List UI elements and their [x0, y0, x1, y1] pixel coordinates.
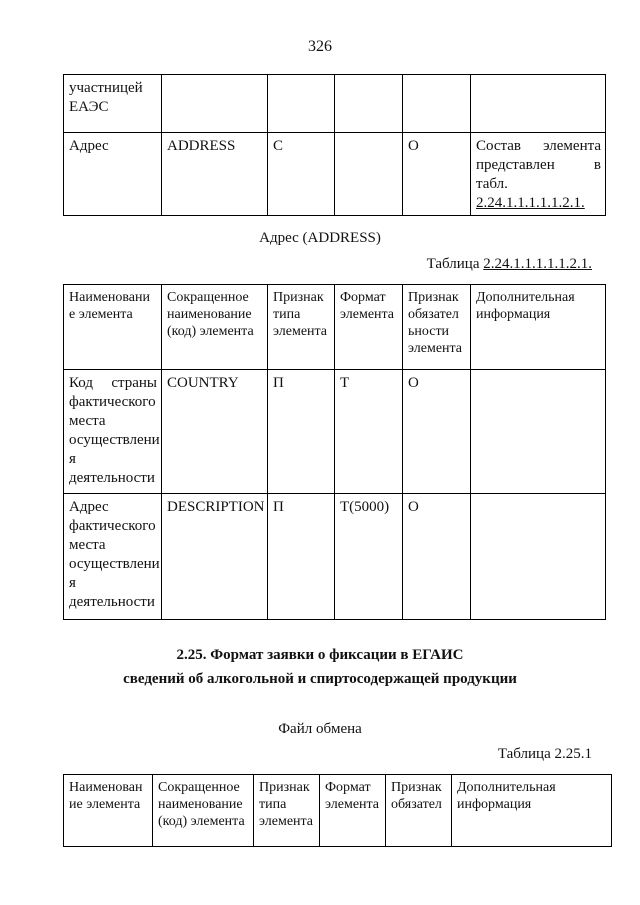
table-cell-code: COUNTRY [162, 370, 268, 494]
header-line: Признак [259, 780, 310, 795]
note-reference: 2.24.1.1.1.1.1.2.1. [476, 195, 585, 211]
header-line: Наименовани [69, 290, 151, 305]
cell-line: фактического [69, 518, 156, 534]
cell-line: деятельности [69, 594, 155, 610]
header-line: Формат [325, 780, 371, 795]
header-line: элемента [325, 797, 380, 812]
header-line: ие элемента [69, 797, 141, 812]
table-cell-info [471, 494, 606, 620]
table-cell [471, 75, 606, 133]
table-cell [403, 75, 471, 133]
cell-line: места [69, 537, 106, 553]
header-cell-name [64, 775, 153, 847]
header-line: обязател [408, 307, 459, 322]
header-cell-type [268, 285, 335, 370]
header-cell-info [471, 285, 606, 370]
table-caption-prefix: Таблица [426, 256, 480, 272]
header-line: элемента [259, 814, 314, 829]
header-line: элемента [340, 307, 395, 322]
header-cell-required [403, 285, 471, 370]
header-line: Дополнительная [476, 290, 575, 305]
header-cell-format [335, 285, 403, 370]
table-cell: С [268, 133, 335, 216]
address-table [63, 284, 606, 620]
header-line: Сокращенное [167, 290, 249, 305]
header-cell-format [320, 775, 386, 847]
cell-line: Адрес [69, 499, 109, 515]
table-cell [335, 75, 403, 133]
header-cell-code [162, 285, 268, 370]
top-table [63, 74, 606, 216]
table-cell-info [471, 370, 606, 494]
note-text: Состав элемента представлен в табл. [476, 138, 601, 192]
table-cell-format: Т(5000) [335, 494, 403, 620]
header-line: (код) элемента [158, 814, 245, 829]
table-cell-type: П [268, 370, 335, 494]
header-cell-code [153, 775, 254, 847]
header-line: Сокращенное [158, 780, 240, 795]
header-line: ьности [408, 324, 450, 339]
header-line: Наименован [69, 780, 143, 795]
section-title-address: Адрес (ADDRESS) [259, 230, 381, 246]
header-line: типа [273, 307, 301, 322]
section-heading-line1: 2.25. Формат заявки о фиксации в ЕГАИС [176, 647, 464, 663]
table-cell: ADDRESS [162, 133, 268, 216]
table-cell-name [64, 370, 162, 494]
table-row [64, 370, 606, 494]
header-cell-info [452, 775, 612, 847]
page-number: 326 [308, 38, 332, 55]
section-heading-line2: сведений об алкогольной и спиртосодержащей продукции [123, 671, 517, 687]
table-cell: О [403, 133, 471, 216]
cell-line: осуществлени [69, 432, 160, 448]
header-line: Формат [340, 290, 386, 305]
table-row [64, 75, 606, 133]
table-cell [162, 75, 268, 133]
cell-line: деятельности [69, 470, 155, 486]
header-line: Признак [391, 780, 442, 795]
note-cell [471, 133, 606, 216]
section-subtitle: Файл обмена [278, 721, 362, 737]
header-line: наименование [167, 307, 252, 322]
header-cell-name [64, 285, 162, 370]
table-cell: Адрес [64, 133, 162, 216]
table-caption-number: 2.24.1.1.1.1.1.2.1. [483, 256, 592, 272]
table-cell-required: О [403, 494, 471, 620]
table-cell-type: П [268, 494, 335, 620]
header-line: информация [457, 797, 532, 812]
cell-line: фактического [69, 394, 156, 410]
header-line: е элемента [69, 307, 133, 322]
table-cell-name [64, 494, 162, 620]
table-header-row [64, 775, 612, 847]
header-line: элемента [408, 341, 463, 356]
cell-line: я [69, 575, 76, 591]
header-line: информация [476, 307, 551, 322]
header-cell-type [254, 775, 320, 847]
header-line: обязател [391, 797, 442, 812]
table-caption-address [427, 256, 592, 273]
cell-line: осуществлени [69, 556, 160, 572]
table-cell-code: DESCRIPTION [162, 494, 268, 620]
header-line: типа [259, 797, 287, 812]
table-cell-format: Т [335, 370, 403, 494]
table-cell [268, 75, 335, 133]
cell-line: Код страны [69, 375, 157, 391]
header-line: наименование [158, 797, 243, 812]
table-caption-exchange: Таблица 2.25.1 [497, 746, 592, 762]
header-line: элемента [273, 324, 328, 339]
exchange-table [63, 774, 612, 847]
table-cell-required: О [403, 370, 471, 494]
cell-line: места [69, 413, 106, 429]
table-row [64, 133, 606, 216]
table-header-row [64, 285, 606, 370]
cell-line: я [69, 451, 76, 467]
table-row [64, 494, 606, 620]
header-line: Дополнительная [457, 780, 556, 795]
table-cell: участницей ЕАЭС [64, 75, 162, 133]
header-line: (код) элемента [167, 324, 254, 339]
header-line: Признак [273, 290, 324, 305]
table-cell [335, 133, 403, 216]
header-line: Признак [408, 290, 459, 305]
header-cell-required [386, 775, 452, 847]
